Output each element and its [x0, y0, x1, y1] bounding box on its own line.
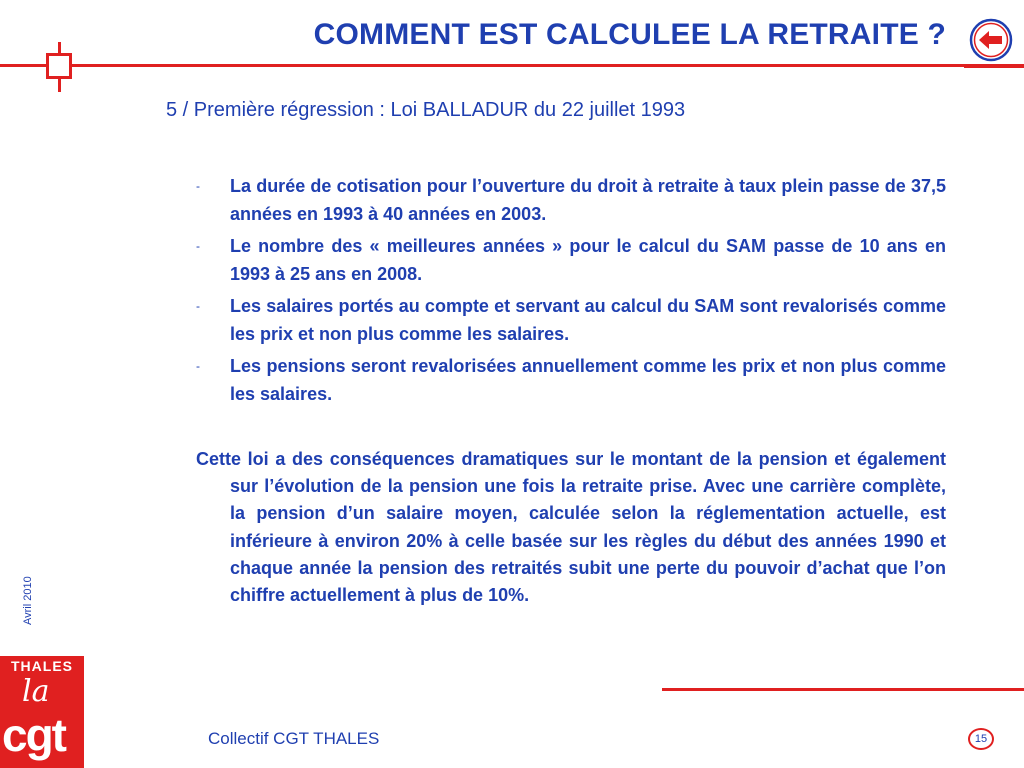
- logo-la-text: la: [22, 674, 50, 709]
- subtitle: 5 / Première régression : Loi BALLADUR du 22 juillet 1993: [166, 99, 686, 121]
- cross-marker-box: [46, 53, 72, 79]
- back-arrow-icon[interactable]: [968, 17, 1014, 63]
- bullet-dash: -: [196, 239, 200, 253]
- bullet-dash: -: [196, 359, 200, 373]
- bullet-text: La durée de cotisation pour l’ouverture du droit à retraite à taux plein passe de 37,5 années en 1993 à 40 années en 2003.: [230, 176, 946, 224]
- list-item: [196, 232, 946, 288]
- bullet-text: Le nombre des « meilleures années » pour le calcul du SAM passe de 10 ans en 1993 à 25 ans en 2008.: [230, 236, 946, 284]
- bullet-dash: -: [196, 299, 200, 313]
- page-title: COMMENT EST CALCULEE LA RETRAITE ?: [313, 18, 946, 51]
- logo-cgt-text: cgt: [2, 709, 65, 761]
- consequence-paragraph: Cette loi a des conséquences dramatiques sur le montant de la pension et également sur l’évolution de la pension une fois la retraite prise. Avec une carrière complète, la pension d’un salaire moyen, calculée selon la réglementation actuelle, est inférieure à environ 20% à celle basée sur les règles du début des années 1990 et chaque année la pension des retraités subit une perte du pouvoir d’achat que l’on chiffre actuellement à plus de 10%.: [196, 449, 946, 606]
- bullet-text: Les pensions seront revalorisées annuellement comme les prix et non plus comme les salaires.: [230, 356, 946, 404]
- bullet-dash: -: [196, 179, 200, 193]
- thales-cgt-logo: [0, 656, 84, 768]
- header-divider: [0, 64, 1024, 67]
- logo-thales-text: THALES: [11, 658, 73, 674]
- bullet-list: [196, 172, 946, 412]
- side-date: Avril 2010: [22, 576, 34, 625]
- header-divider-right: [964, 66, 1024, 68]
- footer-label: Collectif CGT THALES: [208, 729, 380, 748]
- footer-divider: [662, 688, 1024, 691]
- list-item: [196, 352, 946, 408]
- bullet-text: Les salaires portés au compte et servant au calcul du SAM sont revalorisés comme les prix et non plus comme les salaires.: [230, 296, 946, 344]
- list-item: [196, 172, 946, 228]
- page-number: 15: [968, 728, 994, 750]
- list-item: [196, 292, 946, 348]
